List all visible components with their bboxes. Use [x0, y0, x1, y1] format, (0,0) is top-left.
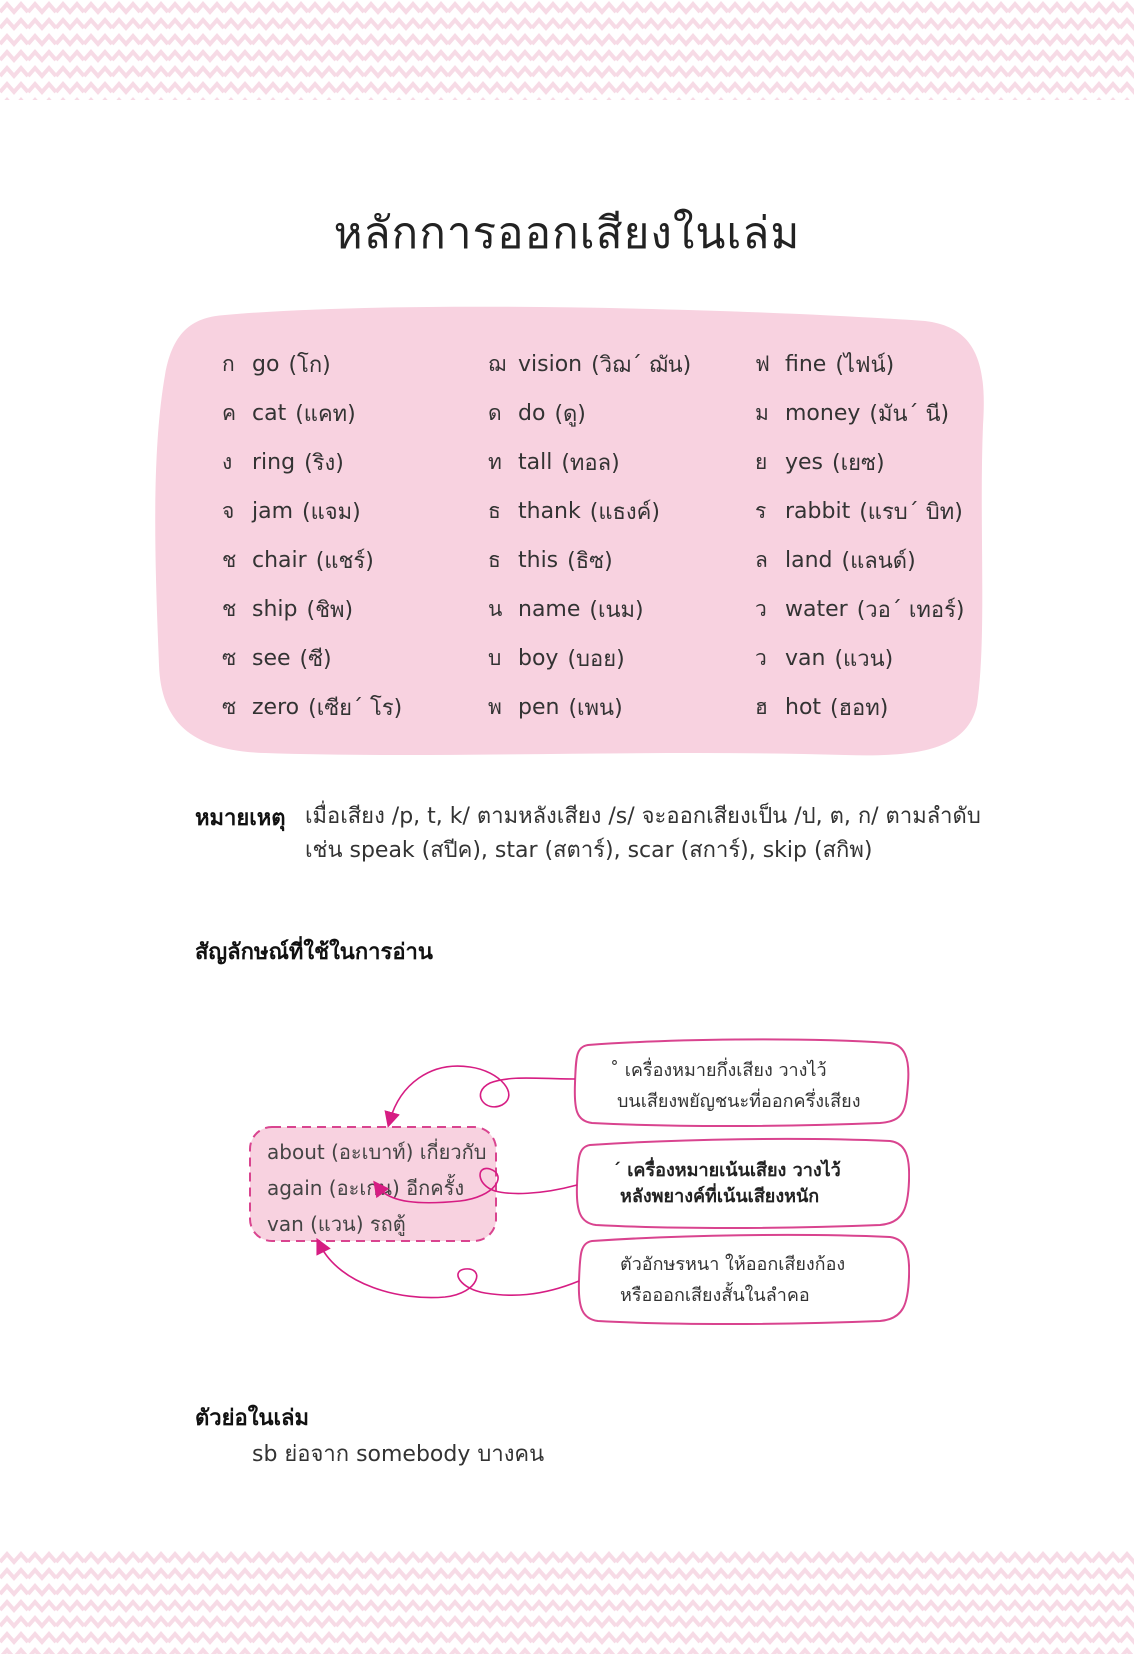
thai-pronunciation: (แจม)	[302, 500, 361, 525]
example-line: about (อะเบาท์) เกี่ยวกับ	[267, 1140, 487, 1164]
callout-1-line-2: บนเสียงพยัญชนะที่ออกครึ่งเสียง	[617, 1091, 861, 1112]
thai-pronunciation: (ซี)	[299, 647, 332, 672]
callout-2-line-2: หลังพยางค์ที่เน้นเสียงหนัก	[620, 1186, 820, 1207]
pron-row	[488, 683, 691, 732]
thai-letter: ม	[755, 401, 769, 425]
thai-letter: ร	[755, 499, 767, 523]
connector-3	[320, 1245, 579, 1298]
thai-pronunciation: (เซีย´ โร)	[308, 696, 403, 721]
example-word: yes	[785, 450, 824, 475]
example-word: name	[518, 597, 581, 622]
thai-pronunciation: (ธิซ)	[567, 549, 613, 574]
example-word: water	[785, 597, 848, 622]
bottom-zigzag-band	[0, 1550, 1134, 1654]
example-word: cat	[252, 401, 287, 426]
example-word: zero	[252, 695, 300, 720]
thai-pronunciation: (แรบ´ บิท)	[859, 500, 963, 525]
thai-pronunciation: (ทอล)	[561, 451, 620, 476]
pron-row	[755, 487, 964, 536]
example-line: van (แวน) รถตู้	[267, 1212, 406, 1236]
example-word: fine	[785, 352, 827, 377]
pron-row	[488, 634, 691, 683]
note-text: เมื่อเสียง /p, t, k/ ตามหลังเสียง /s/ จะออกเสียงเป็น /ป, ต, ก/ ตามลำดับ เช่น speak (สปีค), star (สตาร์), scar (สการ์), skip (สกิพ)	[305, 804, 981, 863]
thai-letter: ว	[755, 597, 767, 621]
top-zigzag-band	[0, 0, 1134, 100]
pron-row	[488, 340, 691, 389]
thai-pronunciation: (แธงค์)	[589, 500, 660, 525]
thai-letter: ธ	[488, 548, 501, 572]
example-word: ship	[252, 597, 298, 622]
pron-row	[222, 487, 402, 536]
pron-row	[755, 683, 964, 732]
thai-pronunciation: (บอย)	[567, 647, 625, 672]
callout-3-line-2: หรือออกเสียงสั้นในลำคอ	[620, 1285, 810, 1306]
example-word: pen	[518, 695, 560, 720]
thai-pronunciation: (แคท)	[295, 402, 356, 427]
pron-row	[755, 536, 964, 585]
thai-pronunciation: (เนม)	[589, 598, 644, 623]
thai-letter: ล	[755, 548, 768, 572]
thai-letter: ซ	[222, 695, 237, 719]
pron-row	[222, 536, 402, 585]
pron-row	[222, 634, 402, 683]
example-word: this	[518, 548, 559, 573]
thai-letter: ซ	[222, 646, 237, 670]
thai-pronunciation: (เพน)	[568, 696, 623, 721]
thai-letter: จ	[222, 499, 235, 523]
thai-pronunciation: (ฮอท)	[830, 696, 889, 721]
thai-letter: บ	[488, 646, 502, 670]
example-word: van	[785, 646, 826, 671]
pron-row	[222, 340, 402, 389]
thai-letter: ท	[488, 450, 502, 474]
pron-row	[488, 389, 691, 438]
connector-2	[378, 1168, 577, 1202]
pron-row	[755, 438, 964, 487]
callout-bubble-3	[579, 1235, 909, 1324]
thai-letter: ช	[222, 548, 237, 572]
thai-pronunciation: (โก)	[288, 353, 331, 378]
abbreviation-section-title: ตัวย่อในเล่ม	[195, 1406, 310, 1431]
example-word: tall	[518, 450, 553, 475]
example-line: again (อะเกน) อีกครั้ง	[267, 1176, 465, 1200]
thai-letter: ฟ	[755, 352, 770, 376]
thai-pronunciation: (วอ´ เทอร์)	[856, 598, 965, 623]
example-word: see	[252, 646, 291, 671]
symbols-section-title: สัญลักษณ์ที่ใช้ในการอ่าน	[195, 940, 433, 965]
thai-pronunciation: (วิฌ´ ฌัน)	[591, 353, 692, 378]
example-word: ring	[252, 450, 296, 475]
example-word: hot	[785, 695, 822, 720]
thai-pronunciation: (ชิพ)	[306, 598, 354, 623]
pron-row	[488, 536, 691, 585]
pron-row	[488, 438, 691, 487]
thai-letter: ฌ	[488, 352, 506, 376]
thai-pronunciation: (ไฟน์)	[835, 353, 895, 378]
pron-row	[755, 340, 964, 389]
example-word: thank	[518, 499, 581, 524]
pron-row	[755, 585, 964, 634]
callout-1-line-1: ˚ เครื่องหมายกึ่งเสียง วางไว้	[610, 1060, 827, 1081]
thai-pronunciation: (ดู)	[554, 402, 586, 427]
thai-letter: ย	[755, 450, 768, 474]
note-label: หมายเหตุ	[195, 806, 286, 831]
abbreviation-line: sb ย่อจาก somebody บางคน	[252, 1442, 545, 1467]
pron-row	[755, 389, 964, 438]
thai-pronunciation: (เยซ)	[832, 451, 885, 476]
thai-letter: ง	[222, 450, 233, 474]
example-word: do	[518, 401, 546, 426]
example-word: jam	[252, 499, 294, 524]
pron-row	[222, 438, 402, 487]
thai-pronunciation: (แลนด์)	[841, 549, 916, 574]
pronunciation-column-2	[488, 340, 691, 732]
thai-letter: น	[488, 597, 503, 621]
thai-letter: ว	[755, 646, 767, 670]
pronunciation-column-1	[222, 340, 402, 732]
pron-row	[222, 683, 402, 732]
thai-letter: ธ	[488, 499, 501, 523]
connector-1	[390, 1066, 575, 1120]
thai-pronunciation: (มัน´ นี)	[869, 402, 950, 427]
page-title: หลักการออกเสียงในเล่ม	[333, 208, 801, 259]
example-word: boy	[518, 646, 559, 671]
example-word: rabbit	[785, 499, 851, 524]
example-word: land	[785, 548, 833, 573]
thai-letter: ช	[222, 597, 237, 621]
thai-pronunciation: (ริง)	[304, 451, 344, 476]
example-word: go	[252, 352, 280, 377]
example-word: vision	[518, 352, 583, 377]
thai-letter: พ	[488, 695, 502, 719]
pron-row	[222, 389, 402, 438]
pron-row	[488, 585, 691, 634]
thai-letter: ด	[488, 401, 502, 425]
pron-row	[222, 585, 402, 634]
thai-letter: ฮ	[755, 695, 768, 719]
thai-pronunciation: (แชร์)	[315, 549, 374, 574]
callout-3-line-1: ตัวอักษรหนา ให้ออกเสียงก้อง	[620, 1254, 846, 1275]
pron-row	[755, 634, 964, 683]
example-word: money	[785, 401, 861, 426]
thai-pronunciation: (แวน)	[834, 647, 894, 672]
pronunciation-column-3	[755, 340, 964, 732]
example-word: chair	[252, 548, 307, 573]
pron-row	[488, 487, 691, 536]
thai-letter: ค	[222, 401, 237, 425]
thai-letter: ก	[222, 352, 235, 376]
callout-2-line-1: ´ เครื่องหมายเน้นเสียง วางไว้	[612, 1160, 841, 1181]
